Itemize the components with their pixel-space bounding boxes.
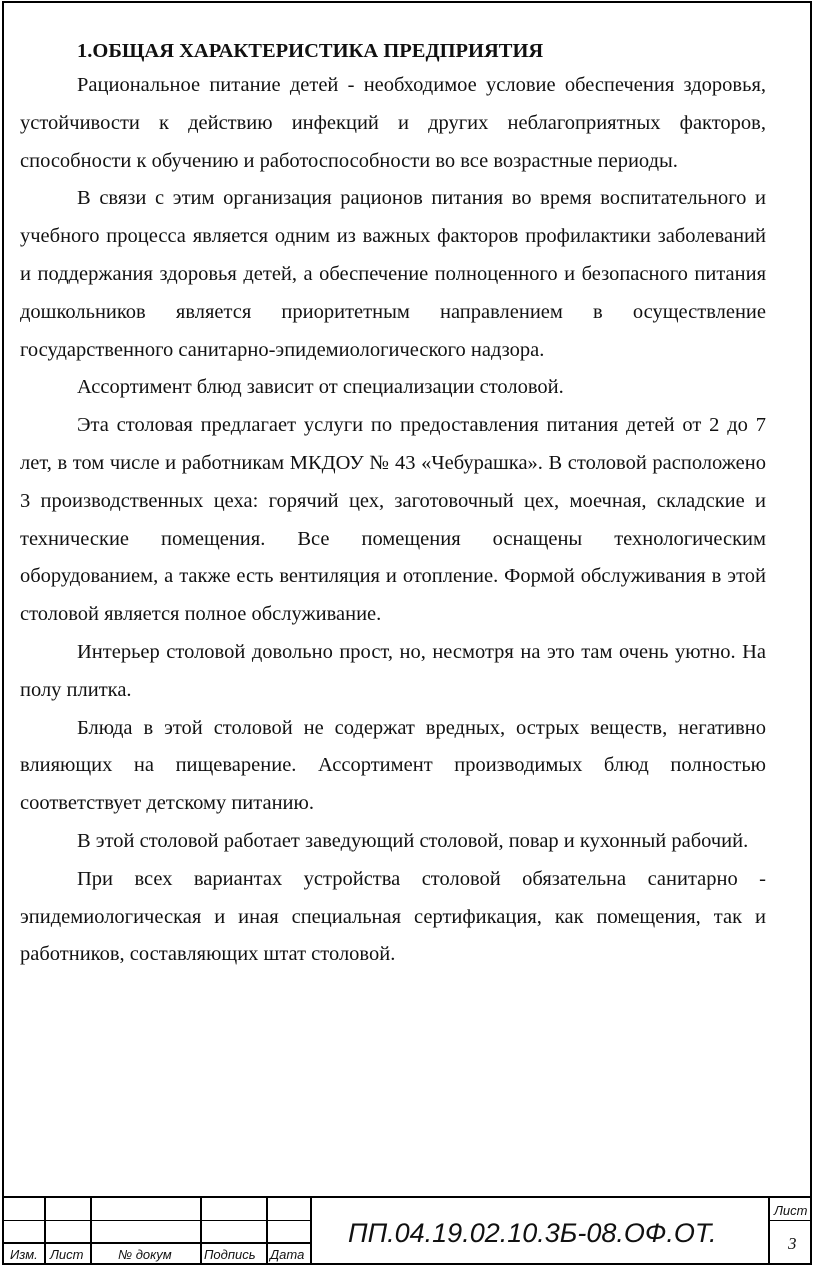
document-code: ПП.04.19.02.10.3Б-08.ОФ.ОТ. [348, 1218, 717, 1248]
paragraph: Интерьер столовой довольно прост, но, несмотря на это там очень уютно. На полу плитка. [20, 640, 766, 701]
stamp-divider [266, 1198, 268, 1265]
sheet-number: 3 [788, 1234, 797, 1253]
stamp-col-izm: Изм. [10, 1247, 38, 1262]
paragraph: При всех вариантах устройства столовой обязательна санитарно - эпидемиологическая и иная специальная сертификация, как помещения, так и работников, составляющих штат столовой. [20, 867, 766, 966]
stamp-sheet-label: Лист [774, 1203, 808, 1218]
paragraph: Ассортимент блюд зависит от специализации столовой. [77, 376, 564, 399]
stamp-divider [200, 1198, 202, 1265]
stamp-col-dokum: № докум [118, 1247, 172, 1262]
paragraph: Рациональное питание детей - необходимое условие обеспечения здоровья, устойчивости к действию инфекций и других неблагоприятных факторов, способности к обучению и работоспособности во все возрастные периоды. [20, 74, 766, 172]
stamp-row-line [768, 1220, 812, 1221]
stamp-row-line [2, 1242, 310, 1244]
title-block-stamp [2, 1196, 812, 1265]
section-heading: 1.ОБЩАЯ ХАРАКТЕРИСТИКА ПРЕДПРИЯТИЯ [77, 40, 544, 62]
paragraph: Блюда в этой столовой не содержат вредных, острых веществ, негативно влияющих на пищеварение. Ассортимент производимых блюд полностью соответствует детскому питанию. [20, 716, 766, 815]
stamp-col-list: Лист [50, 1247, 84, 1262]
document-body [20, 36, 766, 974]
stamp-divider [44, 1198, 46, 1265]
stamp-col-podpis: Подпись [204, 1247, 256, 1262]
paragraph: В связи с этим организация рационов питания во время воспитательного и учебного процесса является одним из важных факторов профилактики заболеваний и поддержания здоровья детей, а обеспечение полноценного и безопасного питания дошкольников является приоритетным направлением в осуществление государственного санитарно-эпидемиологического надзора. [20, 187, 766, 361]
stamp-divider [310, 1198, 312, 1265]
stamp-col-data: Дата [270, 1247, 305, 1262]
stamp-divider [90, 1198, 92, 1265]
paragraph: Эта столовая предлагает услуги по предоставления питания детей от 2 до 7 лет, в том числе и работникам МКДОУ № 43 «Чебурашка». В столовой расположено 3 производственных цеха: горячий цех, заготовочный цех, моечная, складские и технические помещения. Все помещения оснащены технологическим оборудованием, а также есть вентиляция и отопление. Формой обслуживания в этой столовой является полное обслуживание. [20, 414, 766, 626]
stamp-divider [768, 1198, 770, 1265]
stamp-row-line [2, 1220, 310, 1221]
paragraph: В этой столовой работает заведующий столовой, повар и кухонный рабочий. [77, 829, 749, 852]
